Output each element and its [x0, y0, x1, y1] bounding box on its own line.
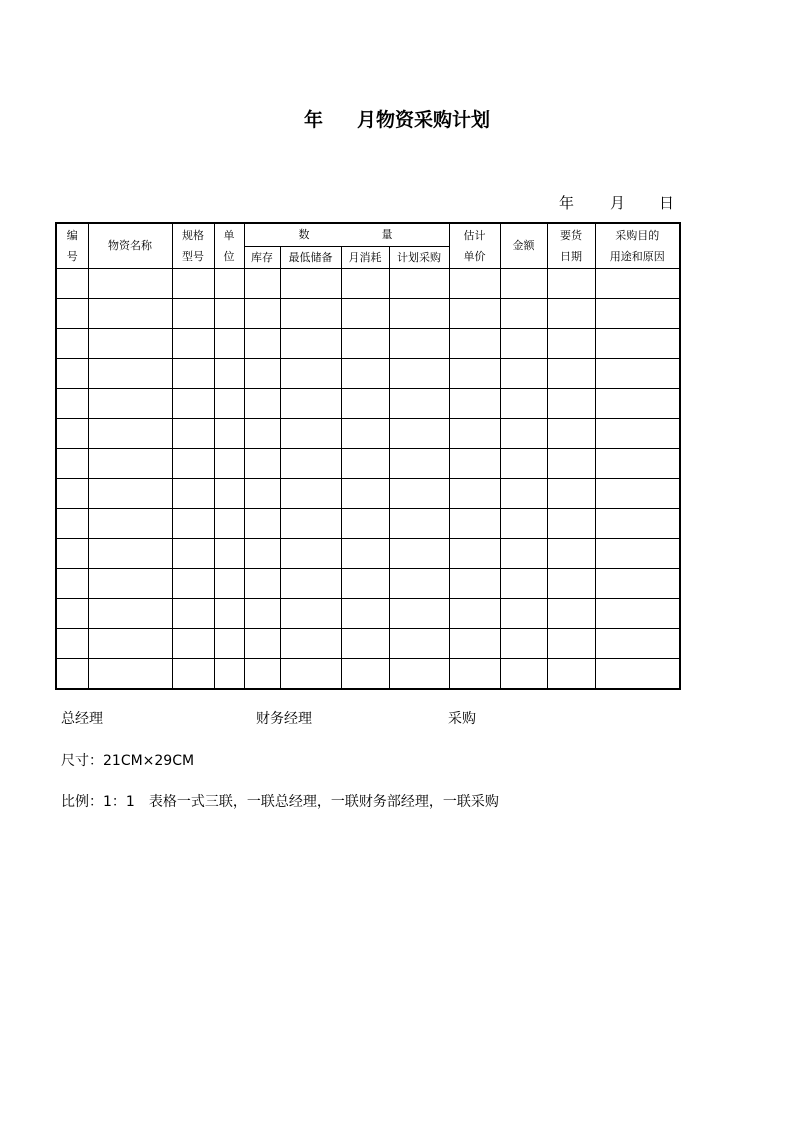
table-cell[interactable]: [244, 329, 280, 359]
table-cell[interactable]: [389, 419, 449, 449]
table-cell[interactable]: [88, 269, 172, 299]
table-cell[interactable]: [547, 539, 595, 569]
table-cell[interactable]: [56, 419, 88, 449]
table-cell[interactable]: [389, 599, 449, 629]
table-cell[interactable]: [280, 509, 341, 539]
table-cell[interactable]: [595, 419, 680, 449]
table-cell[interactable]: [88, 449, 172, 479]
table-cell[interactable]: [449, 269, 500, 299]
table-cell[interactable]: [280, 539, 341, 569]
header-amount: 金额: [500, 223, 547, 269]
table-cell[interactable]: [56, 599, 88, 629]
table-cell[interactable]: [244, 269, 280, 299]
header-planned-purchase: 计划采购: [389, 247, 449, 269]
table-cell[interactable]: [595, 359, 680, 389]
table-cell[interactable]: [88, 359, 172, 389]
table-cell[interactable]: [244, 479, 280, 509]
table-row: [56, 629, 680, 659]
date-month: 月: [610, 194, 626, 212]
table-cell[interactable]: [244, 389, 280, 419]
table-cell[interactable]: [389, 329, 449, 359]
table-cell[interactable]: [500, 359, 547, 389]
signature-finance-manager: 财务经理: [256, 711, 312, 727]
table-cell[interactable]: [172, 479, 214, 509]
table-cell[interactable]: [500, 539, 547, 569]
table-cell[interactable]: [88, 659, 172, 690]
table-row: [56, 659, 680, 690]
table-cell[interactable]: [244, 599, 280, 629]
table-cell[interactable]: [595, 299, 680, 329]
table-cell[interactable]: [244, 629, 280, 659]
table-cell[interactable]: [341, 599, 389, 629]
table-cell[interactable]: [214, 629, 244, 659]
table-cell[interactable]: [341, 269, 389, 299]
header-stock: 库存: [244, 247, 280, 269]
table-cell[interactable]: [547, 599, 595, 629]
table-cell[interactable]: [547, 419, 595, 449]
table-cell[interactable]: [56, 569, 88, 599]
table-cell[interactable]: [500, 569, 547, 599]
table-row: [56, 329, 680, 359]
table-cell[interactable]: [595, 509, 680, 539]
table-cell[interactable]: [244, 299, 280, 329]
table-cell[interactable]: [500, 509, 547, 539]
table-cell[interactable]: [172, 389, 214, 419]
table-cell[interactable]: [214, 599, 244, 629]
table-cell[interactable]: [172, 659, 214, 690]
table-cell[interactable]: [547, 389, 595, 419]
table-cell[interactable]: [595, 659, 680, 690]
table-cell[interactable]: [389, 629, 449, 659]
table-cell[interactable]: [172, 509, 214, 539]
table-cell[interactable]: [280, 329, 341, 359]
date-day: 日: [659, 194, 675, 212]
table-cell[interactable]: [341, 509, 389, 539]
table-cell[interactable]: [56, 329, 88, 359]
table-cell[interactable]: [547, 329, 595, 359]
table-cell[interactable]: [595, 569, 680, 599]
table-cell[interactable]: [389, 509, 449, 539]
table-cell[interactable]: [449, 569, 500, 599]
table-cell[interactable]: [214, 509, 244, 539]
table-cell[interactable]: [172, 329, 214, 359]
table-cell[interactable]: [172, 629, 214, 659]
table-cell[interactable]: [172, 359, 214, 389]
table-cell[interactable]: [389, 389, 449, 419]
table-cell[interactable]: [280, 389, 341, 419]
table-cell[interactable]: [280, 269, 341, 299]
table-cell[interactable]: [280, 299, 341, 329]
table-cell[interactable]: [500, 629, 547, 659]
table-cell[interactable]: [88, 539, 172, 569]
table-cell[interactable]: [500, 449, 547, 479]
table-row: [56, 389, 680, 419]
table-cell[interactable]: [280, 479, 341, 509]
table-cell[interactable]: [341, 329, 389, 359]
table-cell[interactable]: [595, 449, 680, 479]
table-cell[interactable]: [244, 539, 280, 569]
table-cell[interactable]: [214, 569, 244, 599]
table-cell[interactable]: [280, 569, 341, 599]
table-cell[interactable]: [214, 299, 244, 329]
table-cell[interactable]: [88, 509, 172, 539]
table-cell[interactable]: [595, 539, 680, 569]
date-year: 年: [559, 194, 575, 212]
table-cell[interactable]: [595, 269, 680, 299]
table-cell[interactable]: [449, 539, 500, 569]
table-cell[interactable]: [547, 479, 595, 509]
signature-purchasing: 采购: [448, 711, 476, 727]
table-cell[interactable]: [449, 449, 500, 479]
table-row: [56, 509, 680, 539]
table-cell[interactable]: [88, 389, 172, 419]
table-cell[interactable]: [88, 629, 172, 659]
table-cell[interactable]: [449, 629, 500, 659]
table-cell[interactable]: [172, 269, 214, 299]
table-cell[interactable]: [214, 419, 244, 449]
table-cell[interactable]: [389, 299, 449, 329]
table-cell[interactable]: [449, 389, 500, 419]
table-cell[interactable]: [56, 479, 88, 509]
table-cell[interactable]: [280, 659, 341, 690]
table-cell[interactable]: [214, 539, 244, 569]
table-cell[interactable]: [449, 299, 500, 329]
table-cell[interactable]: [56, 269, 88, 299]
table-cell[interactable]: [341, 359, 389, 389]
table-cell[interactable]: [280, 599, 341, 629]
header-purpose: 采购目的 用途和原因: [595, 223, 680, 269]
table-cell[interactable]: [56, 359, 88, 389]
table-cell[interactable]: [500, 659, 547, 690]
table-cell[interactable]: [500, 599, 547, 629]
table-cell[interactable]: [341, 569, 389, 599]
table-row: [56, 359, 680, 389]
table-cell[interactable]: [56, 539, 88, 569]
table-cell[interactable]: [389, 659, 449, 690]
table-cell[interactable]: [500, 329, 547, 359]
table-cell[interactable]: [172, 449, 214, 479]
title-year: 年: [303, 109, 323, 131]
table-cell[interactable]: [341, 419, 389, 449]
ratio-note: 比例：1：1 表格一式三联，一联总经理，一联财务部经理，一联采购: [61, 794, 499, 810]
table-cell[interactable]: [547, 659, 595, 690]
header-item-name: 物资名称: [88, 223, 172, 269]
table-cell[interactable]: [547, 509, 595, 539]
header-monthly-usage: 月消耗: [341, 247, 389, 269]
signature-general-manager: 总经理: [61, 711, 103, 727]
table-cell[interactable]: [389, 539, 449, 569]
table-cell[interactable]: [547, 299, 595, 329]
table-body: [56, 269, 680, 690]
table-cell[interactable]: [449, 659, 500, 690]
table-cell[interactable]: [56, 449, 88, 479]
table-cell[interactable]: [595, 629, 680, 659]
table-cell[interactable]: [280, 419, 341, 449]
table-row: [56, 299, 680, 329]
table-cell[interactable]: [244, 569, 280, 599]
table-cell[interactable]: [172, 539, 214, 569]
table-cell[interactable]: [595, 479, 680, 509]
table-cell[interactable]: [595, 599, 680, 629]
table-cell[interactable]: [280, 629, 341, 659]
table-cell[interactable]: [595, 389, 680, 419]
table-cell[interactable]: [547, 629, 595, 659]
table-row: [56, 449, 680, 479]
table-cell[interactable]: [500, 269, 547, 299]
table-cell[interactable]: [547, 449, 595, 479]
header-number: 编 号: [56, 223, 88, 269]
table-cell[interactable]: [214, 329, 244, 359]
table-cell[interactable]: [341, 479, 389, 509]
table-cell[interactable]: [56, 509, 88, 539]
table-cell[interactable]: [172, 299, 214, 329]
table-cell[interactable]: [280, 359, 341, 389]
table-cell[interactable]: [56, 389, 88, 419]
table-cell[interactable]: [449, 419, 500, 449]
table-cell[interactable]: [214, 359, 244, 389]
table-row: [56, 569, 680, 599]
header-spec: 规格 型号: [172, 223, 214, 269]
table-cell[interactable]: [56, 659, 88, 690]
table-row: [56, 479, 680, 509]
table-cell[interactable]: [244, 449, 280, 479]
table-cell[interactable]: [500, 419, 547, 449]
table-cell[interactable]: [341, 539, 389, 569]
title-rest: 月物资采购计划: [357, 109, 491, 131]
table-cell[interactable]: [172, 599, 214, 629]
table-cell[interactable]: [341, 659, 389, 690]
table-cell[interactable]: [280, 449, 341, 479]
table-cell[interactable]: [547, 569, 595, 599]
table-cell[interactable]: [214, 449, 244, 479]
table-cell[interactable]: [214, 659, 244, 690]
table-cell[interactable]: [341, 629, 389, 659]
table-cell[interactable]: [449, 329, 500, 359]
table-cell[interactable]: [449, 359, 500, 389]
table-row: [56, 539, 680, 569]
header-min-reserve: 最低储备: [280, 247, 341, 269]
table-cell[interactable]: [244, 359, 280, 389]
table-cell[interactable]: [172, 419, 214, 449]
table-row: [56, 419, 680, 449]
header-unit-price: 估计 单价: [449, 223, 500, 269]
table-cell[interactable]: [88, 329, 172, 359]
table-cell[interactable]: [214, 389, 244, 419]
table-cell[interactable]: [341, 449, 389, 479]
table-cell[interactable]: [341, 299, 389, 329]
table-cell[interactable]: [389, 269, 449, 299]
table-cell[interactable]: [500, 389, 547, 419]
page-title: [0, 105, 794, 132]
table-cell[interactable]: [88, 569, 172, 599]
table-cell[interactable]: [389, 569, 449, 599]
table-cell[interactable]: [500, 479, 547, 509]
table-cell[interactable]: [595, 329, 680, 359]
table-cell[interactable]: [56, 299, 88, 329]
table-cell[interactable]: [547, 359, 595, 389]
table-cell[interactable]: [341, 389, 389, 419]
table-cell[interactable]: [172, 569, 214, 599]
table-cell[interactable]: [244, 509, 280, 539]
table-cell[interactable]: [88, 479, 172, 509]
table-cell[interactable]: [88, 599, 172, 629]
table-cell[interactable]: [449, 599, 500, 629]
table-cell[interactable]: [244, 419, 280, 449]
size-note: 尺寸：21CM×29CM: [61, 753, 195, 769]
table-row: [56, 599, 680, 629]
header-unit: 单 位: [214, 223, 244, 269]
table-cell[interactable]: [88, 299, 172, 329]
table-cell[interactable]: [56, 629, 88, 659]
table-cell[interactable]: [389, 479, 449, 509]
table-cell[interactable]: [214, 479, 244, 509]
table-cell[interactable]: [244, 659, 280, 690]
table-cell[interactable]: [214, 269, 244, 299]
table-cell[interactable]: [449, 479, 500, 509]
table-cell[interactable]: [449, 509, 500, 539]
table-cell[interactable]: [389, 449, 449, 479]
header-required-date: 要货 日期: [547, 223, 595, 269]
table-cell[interactable]: [500, 299, 547, 329]
table-cell[interactable]: [547, 269, 595, 299]
table-cell[interactable]: [88, 419, 172, 449]
purchase-plan-table: [55, 222, 681, 690]
table-row: [56, 269, 680, 299]
header-quantity: 数 量: [244, 223, 449, 247]
table-cell[interactable]: [389, 359, 449, 389]
